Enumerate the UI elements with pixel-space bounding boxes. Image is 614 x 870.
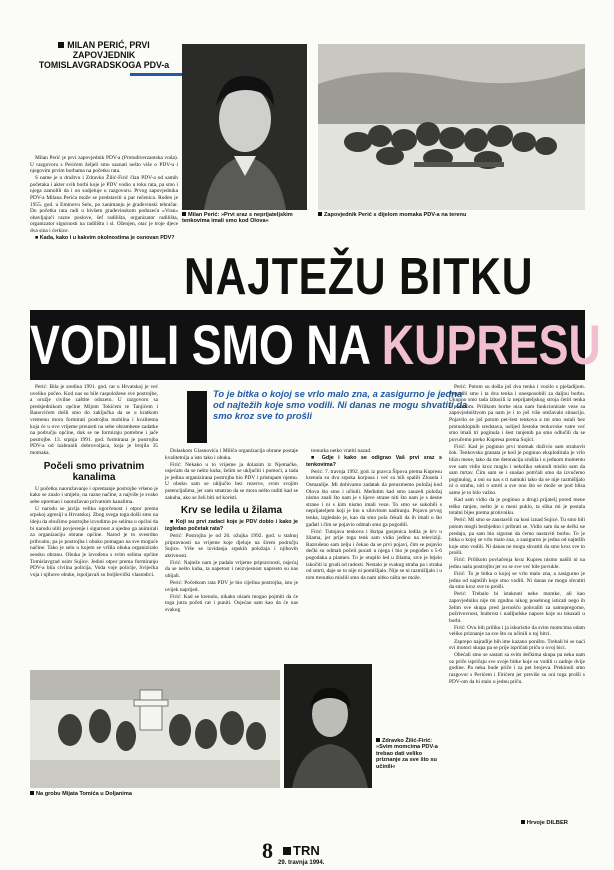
lead-title-block [30, 40, 178, 76]
paragraph: Perić: Postrojba je od 26. ožujka 1992. god. u stalnoj pripravnosti na vrijeme koje djeluje na širem području Sujice. Vrše se izvidanja srpskih položaja i njihovih aktivnosti. [165, 532, 298, 559]
grave-caption-text: Na grobu Mijata Tomića u Doljanima [36, 791, 132, 797]
bullet-square-icon [30, 791, 34, 795]
headline-line-2 [30, 313, 601, 376]
zdravko-photo [284, 664, 372, 788]
question-text: Kada, kako i u kakvim okolnostima je osnovan PDV? [39, 235, 175, 242]
question: ■ Gdje i kako se odigrao Vaš prvi sraz s tenkovima? [306, 455, 442, 468]
headline-line-1: NAJTEŽU BITKU [184, 248, 534, 306]
column-3 [306, 448, 442, 582]
group-image [318, 44, 585, 210]
signature [521, 820, 568, 826]
paragraph: Firić: Nekako u to vrijeme ja dolazim iz Njemačke, osjećam da se nešto kuha, želim se uključiti i pomoći, a tada je jedina organizirana postrojba bio PDV i pristupam njemu. U obuku sam se uključio bez rezerve, svim svojim potencijalima, jer sam smatrao da se mora nešto raditi kad se zakuhа, ako se želi biti od koristi. [165, 461, 298, 501]
paragraph: Firić: Kad se krenulo, nikako nisam mogao pojmiti da će toga jutra početi rat i puniti. Osjećao sam kao da će nas svakog [165, 593, 298, 613]
paragraph: Firić: Tutnjava tenkova i škripa gusjenica ledila je krv u žilama, jer prije toga tenk sam vidio jedino na televiziji. Razrušeno sam zelju i čekao da se prvi pojavi, čim se pojavio dečki su odmah počeli pucati u njega i bio je pogođen s 5-6 pogodaka a plamen. To je otopilo led u žilama, srce je htjelo iskočiti iz grudi od radosti. Nestalo je svakog straha pa i straha od smrti, daje se to nije ni pomišljalo. Nije se ni razmišljalo i u tom trenutku mislili smo da nam nitko ništa ne može. [306, 528, 442, 581]
paragraph: Firić: To je bitka o kojoj se vrlo malo zna, a zasigurno je jedna od najtežih koje smo vodili. Ni danas ne mogu shvatiti da smo kroz sve to prošli. [449, 571, 585, 591]
paragraph: Dolaskom Glasnovića i Miličа organizacija obrane postaje kvalitetnija a isto tako i obuka. [165, 448, 298, 461]
brand-text: TRN [293, 843, 320, 858]
paragraph: Obećali smo se sastati sa svim dečkima skupa pa neka nam oz priče ispričaju sve svoje bitke koje su vodili u zadnje dvije godine. Pa neka bude priče i za pet brojeva. Prekinuli smo razgovor s Perićem i Firićem jer previše su oni toga prošli s PDV-om da bi stalo u jednu priču. [449, 652, 585, 685]
bullet-square-icon [182, 212, 186, 216]
question: ■ Koji su prvi zadaci koje je PDV dobio i kako je izgledao početak rata? [165, 519, 298, 532]
headline-white-text: VODILI SMO NA [30, 313, 382, 376]
column-4 [449, 384, 585, 816]
bullet-square-icon [318, 212, 322, 216]
group-caption [318, 212, 585, 218]
paragraph: trenutka netko vratiti nazad. [311, 448, 372, 454]
intro-paragraph: S name je u društvu i Zdravko Žilić-Firić član PDV-a od samih početaka i akter svih borbi koje je PDV vodio u toku rata, pa smo i njega zamolili da i on sudjeluje u razgovoru. Prvog zapovjednika PDV-a Milana Perića može se predstaviti u par rečenica. Rođen je 1955. god. u Eminovu Selu, po zanimanju je građevinski tehničar. Do početka rata radi u bivšem građevinskom poduzeću »Vran« obavljajući razne poslove, šef radilišta, organizator radilišta, organizator sigurnosti na radilištu i sl. Oženjen, otac je troje djece dva sina i ćerkice. [30, 175, 178, 235]
question-text: Koji su prvi zadaci koje je PDV dobio i kako je izgledao početak rata? [165, 519, 298, 532]
paragraph: U narodu se javlja velika ogorčenost i otpor prema srpskoj agresiji u Hrvatskoj. Zbog svega toga došli smo na ideju da obučimo postrojbe izvodimo po selima u općini da bi narodu ulili povjerenje i sigurnost a ujedno ga animirali za organizaciju obrane općine. Narod je to svesrdno prihvatio, pa je postrojba i obuku pomagao na sve moguće načine. Tako je selo u kojem se vršila obuka organiziralo seosku obranu. Obuka je izvođena s svim selima općine Tomislavgrad osim Sujice. Jedini otpor prema formiranju PDV-a bila civilna policija, Voda voje policije, Svijećka voja i njihove obuke, ispoljavali su boljševički vlastodrci. [30, 505, 159, 578]
paragraph: Perić: Početkom rata PDV je bio cijelina postrojba, isto je uvijek naprijed. [165, 580, 298, 593]
zdravko-caption-text: Zdravko Žilić-Firić: »Svim momcima PDV-a trebao dati veliko priznanje za sve što su učinili« [376, 738, 438, 770]
paragraph: Perić: Mi smo se zaustavili na kosi iznad Sujice. Tu smo bili potom mogli bezbjedno i pribrati se. Vidio sam da se dečki ne predaju, pa sam bio siguran da ćemo nastaviti borbu. To je bitka o kojoj se vrlo malo zna, a zasigurno je jedna od najtežih koje smo vodili. Ni danas ne mogu shvatiti da smo kroz sve to prošli. [449, 517, 585, 557]
paragraph: U početku naoružavanje i opremanje postrojbe vršeno je kako se znalo i umjelo, na razne načine, a najviše je svako sebe opremao i naoružavao privatnim kanalima. [30, 485, 158, 505]
paragraph: Firić: Prilikom povlačenja kroz Kupres nismo naišli ni na jednu našu postrojbu jer su se sve već bile povukle. [449, 557, 585, 571]
page-number: 8 [262, 838, 273, 863]
bullet-square-icon [58, 42, 64, 48]
column-1 [30, 384, 158, 579]
deck: To je bitka o kojoj se vrlo malo zna, a zasigurno je jedna od najtežih koje smo vodili. Ni danas ne mogu shvatiti da smo kroz sve to prošli [213, 388, 468, 421]
issue-date: 29. travnja 1994. [278, 860, 325, 866]
portrait-caption-text: Milan Perić: »Prvi sraz s neprijateljskim tenkovima imali smo kod Olova« [182, 212, 293, 225]
bullet-square-icon [376, 738, 380, 742]
headline-pink-text: KUPRESU [381, 313, 601, 376]
grave-image [30, 670, 280, 788]
question-text: Gdje i kako se odigrao Vaš prvi sraz s tenkovima? [306, 455, 442, 468]
paragraph: Perić: Bila je sredina 1991. god. rat u Hrvatskoj je već uveliko počeo. Kod nas su bile raspoložene sve postrojbe, a oružje civilne zaštite oduzeto. U razgovoru sa predsjednikom općine Mijom Tokićem te Tanjićem i Banovićem došli smo do zaključka da se u kratkom vremenu mora formirati postrojba mobilna i kvalitetna koja će u ovo vrijeme preuzeti na sebe obrambene zadatke na području općine, dok se ne formiraju potrebne i jače postrojbe. 13. srpnja 1991. god. formirana je postrojba PDV-a od izabranih dobrovoljaca, koja je brojila 35 momaka. [30, 384, 158, 456]
grave-photo [30, 670, 280, 788]
column-2 [165, 448, 298, 614]
zdravko-caption [376, 738, 448, 770]
group-photo [318, 44, 585, 210]
paragraph: Zaprepo najrađije bih ime kazano poništo. Trebali bi se naći svi momci skupa pa se prije ispričati priču o ovoj bici. [449, 638, 585, 652]
portrait-photo [182, 44, 307, 210]
bullet-square-icon [521, 820, 525, 824]
signature-text: Hrvoje DILBER [526, 820, 568, 826]
question: ■ Kada, kako i u kakvim okolnostima je osnovan PDV? [35, 235, 175, 242]
subheading: Krv se ledila u žilama [180, 505, 283, 517]
bullet-square-icon [283, 847, 291, 855]
zdravko-image [284, 664, 372, 788]
paragraph: Kad sam vidio da je poginuo a drugi prijatelj pored mene teško ranjen, nešto je u meni puklo, ta slika mi je postala totalni bijes prema protivniku. [449, 497, 585, 517]
lead-title: MILAN PERIĆ, PRVI ZAPOVJEDNIK TOMISLAVGRADSKOGA PDV-a [38, 40, 170, 70]
group-caption-text: Zapovjednik Perić s dijelom momaka PDV-a na terenu [324, 212, 467, 218]
portrait-image [182, 44, 307, 210]
paragraph: Perić: Potom su došla još dva tenka i vozilo s pješadijom. Pogodili smo i ta dva tenka i onesposobili za daljnu borbu. Ukupno smo tada izbacili iz neprijateljskog stroja četiri tenka s posadom. Prilikom borbe nisu nam funkcionirale veze sa zapovjedništvom pa nam je i to još više otežavalo situaciju. Pojavilo se još potom pet-šest tenkova a mi smo ostali bez protuoklopnih sredstava, uslijed žestoke tenkovske vatre već smo imali tri poginula i šest ranjenih pa smo odlučili da se povučemo preko Kupresa prema Sujici. [449, 384, 585, 443]
paragraph: Firić: Kad je poginuo prvi momak doživio sam strahovit šok. Tenkovska granata je kod je poginuo eksplodirala je vrlo blizu mene, tako da me detonacija srušila i u jednom momentu sve sam vidio kroz maglu i nekoliko sekundi mislio sam da sam mrtav. Čim sam se i snašao potrčali smo da izvučemo poginulog, a oni su nas s ti namuki tako da se nije razmišljalo ni o strahu, niti o smrti a sve ono što se može se pod blisa samo je to bilo važno. [449, 443, 585, 496]
portrait-caption [182, 212, 307, 225]
intro-text [30, 155, 178, 242]
deck-bar [187, 391, 207, 443]
intro-paragraph: Milan Perić je prvi zapovjednik PDV-a (Protudiverzantska voda). U razgovoru s Perićem željeli smo saznati nešto više o PDV-u i njegovim prvim borbama na početku rata. [30, 155, 178, 175]
grave-caption [30, 791, 280, 797]
footer-brand [283, 844, 320, 858]
paragraph: Firić: Ovu bih priliku i ja iskoristio da svim momcima odam veliko priznanje za sve što su učinili u toj bitci. [449, 624, 585, 638]
paragraph: Firić: Najteže nam je padalo vrijeme pripravnosti, osjećaj da se nešto kuha, ta napetost i neizvjesnost napresto su nas ubijali. [165, 559, 298, 579]
blue-rule [130, 73, 190, 76]
paragraph: Perić: 7. travnja 1992. god. iz pravca Šipova prema Kupresu krenula su dva srpska korpusa i već su bili spalili Zlosela i Osmanlije. Mi dobivamo zadatak da preuzmemo položaj kod Olova što smo i učinili. Međutim kad smo zauzeli položaj nismo znali što nam je s lijeve strane niti što nam je s desne strane i ni s kim nismo imali veze. To smo se sukobili s neprijateljem koji je bio u silovitom nadiranju. Pojavu prvog tenka, izgledalo je, kao da smo pola čekali da ih imali u što gađati i čim se pojavio odmah smo ga pogodili. [306, 468, 442, 528]
paragraph: Perić: Trebalo bi istaknuti neke momke, ali kao zapovjedniku nije mi zgodno nikog posebnog isticati nego ih želim sve skupa pred javnošću pohvaliti za samopregorne, požrtvovnost, hrabrost i nadljudske napore koje su iskazali u borbi. [449, 591, 585, 624]
headline-band [30, 310, 601, 380]
subheading: Počeli smo privatnim kanalima [43, 460, 145, 483]
